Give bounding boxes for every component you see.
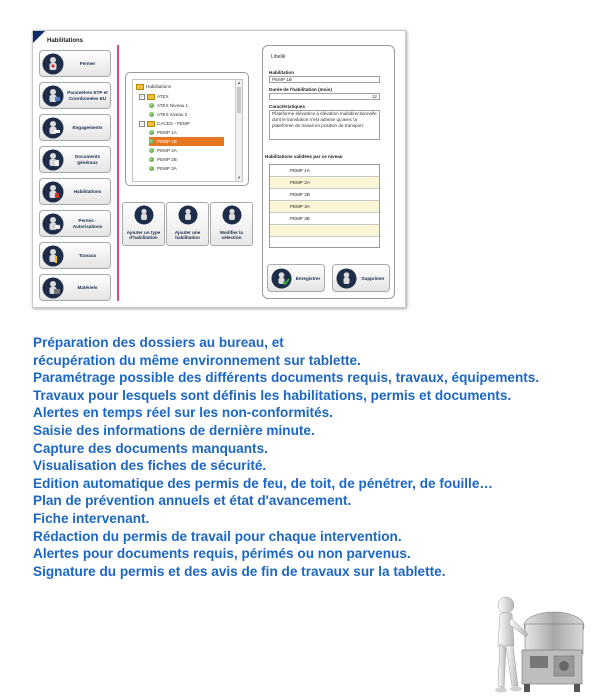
list-item[interactable]: PEMP 3A	[270, 201, 379, 213]
delete-button[interactable]	[332, 264, 390, 292]
expand-icon[interactable]: −	[140, 120, 144, 126]
worker-machine-illustration	[492, 594, 592, 696]
person-icon	[42, 245, 64, 267]
caracteristiques-field[interactable]: Plateforme élévatrice à élévation multidirectionnelle dont le translation n'est admise qu'avec la plateforme de travail en position de transport	[269, 110, 380, 140]
description-line: Paramétrage possible des différents documents requis, travaux, équipements.	[33, 370, 540, 386]
nav-habilitations-button[interactable]	[39, 178, 111, 205]
save-button[interactable]	[267, 264, 325, 292]
person-icon	[42, 85, 64, 107]
description-line: Capture des documents manquants.	[33, 440, 268, 456]
scroll-thumb[interactable]	[237, 87, 241, 113]
action-label: Ajouter un type d'habilitation	[126, 230, 161, 241]
description-line: Signature du permis et des avis de fin de travaux sur la tablette.	[33, 563, 446, 579]
save-label: Enregistrer	[295, 275, 321, 281]
leaf-icon	[149, 157, 154, 162]
separator-line	[117, 45, 119, 301]
description-line: Visualisation des fiches de sécurité.	[33, 458, 267, 474]
description-line: Alertes en temps réel sur les non-conformités.	[33, 405, 333, 421]
detail-title: Libellé	[271, 54, 286, 60]
list-item[interactable]: PEMP 2A	[270, 177, 379, 189]
nav-engagements-button[interactable]	[39, 114, 111, 141]
tree-item[interactable]: ATEX niveau 2	[149, 110, 187, 119]
person-icon	[336, 268, 357, 289]
leaf-icon	[149, 166, 154, 171]
habilitations-tree[interactable]	[132, 79, 243, 182]
person-icon	[178, 205, 198, 225]
caracteristiques-label: Caractéristiques	[269, 104, 306, 109]
add-habilitation-button[interactable]	[166, 202, 209, 246]
tree-item[interactable]: PEMP 3A	[149, 164, 177, 173]
nav-label: Documents généraux	[74, 154, 100, 165]
habilitation-field[interactable]: PEMP 1B	[269, 76, 380, 83]
description-line: Travaux pour lesquels sont définis les habilitations, permis et documents.	[33, 387, 512, 403]
list-item-empty[interactable]	[270, 225, 379, 237]
nav-materiels-button[interactable]	[39, 274, 111, 301]
list-item[interactable]: PEMP 2B	[270, 189, 379, 201]
list-item[interactable]: PEMP 3B	[270, 213, 379, 225]
person-icon	[222, 205, 242, 225]
validees-label: Habilitations validées par ce niveau	[265, 154, 343, 159]
tree-item[interactable]: − CACES - PEMP	[140, 120, 190, 126]
description-line: Edition automatique des permis de feu, de toit, de pénétrer, de fouille…	[33, 475, 493, 491]
tree-panel	[125, 72, 249, 186]
action-label: Modifier la sélection	[220, 230, 243, 241]
tree-item[interactable]: ATEX Niveau 1	[149, 101, 188, 110]
person-icon	[134, 205, 154, 225]
description-line: Préparation des dossiers au bureau, et	[33, 335, 284, 350]
person-icon	[42, 53, 64, 75]
tree-item[interactable]: PEMP 1A	[149, 128, 177, 137]
description-line: Alertes pour documents requis, périmés ou non parvenus.	[33, 546, 411, 562]
duree-label: Durée de l'habilitation (mois)	[269, 87, 332, 92]
description-line: Saisie des informations de dernière minute.	[33, 422, 315, 438]
description-line: Rédaction du permis de travail pour chaque intervention.	[33, 528, 402, 544]
window-title: Habilitations	[47, 38, 84, 44]
nav-label: Permis - Autorisations	[72, 218, 103, 229]
nav-documents-button[interactable]	[39, 146, 111, 173]
tree-root[interactable]: Habilitations	[136, 82, 171, 91]
nav-label: Fermer	[79, 60, 96, 66]
leaf-icon	[149, 139, 154, 144]
leaf-icon	[149, 148, 154, 153]
description-line: Plan de prévention annuels et état d'avancement.	[33, 493, 352, 509]
tree-item[interactable]: − ATEX	[140, 93, 169, 99]
list-item[interactable]: PEMP 1A	[270, 165, 379, 177]
nav-travaux-button[interactable]	[39, 242, 111, 269]
nav-parametres-button[interactable]	[39, 82, 111, 109]
action-label: Ajouter une habilitation	[174, 230, 201, 241]
nav-permis-button[interactable]	[39, 210, 111, 237]
detail-panel	[262, 45, 395, 299]
feature-description	[33, 334, 600, 580]
description-line: Fiche intervenant.	[33, 510, 150, 526]
corner-accent	[33, 31, 45, 43]
leaf-icon	[149, 103, 154, 108]
person-icon	[42, 213, 64, 235]
nav-label: Travaux	[78, 252, 97, 258]
person-icon	[42, 277, 64, 299]
duree-field[interactable]: 12	[269, 93, 380, 100]
person-icon	[42, 117, 64, 139]
person-icon	[42, 149, 64, 171]
nav-label: Matériels	[77, 284, 98, 290]
scroll-down-icon[interactable]: ▼	[237, 175, 241, 180]
folder-icon	[136, 84, 144, 90]
modify-selection-button[interactable]	[210, 202, 253, 246]
description-line: récupération du même environnement sur tablette.	[33, 352, 361, 368]
habilitation-label: Habilitation	[269, 70, 295, 75]
tree-scrollbar[interactable]	[235, 80, 242, 181]
leaf-icon	[149, 130, 154, 135]
close-button[interactable]	[39, 50, 111, 77]
scroll-up-icon[interactable]: ▲	[237, 80, 241, 85]
leaf-icon	[149, 112, 154, 117]
folder-icon	[147, 121, 155, 127]
application-window	[32, 30, 406, 308]
tree-item[interactable]: PEMP 2B	[149, 155, 177, 164]
expand-icon[interactable]: −	[140, 93, 144, 99]
add-type-habilitation-button[interactable]	[122, 202, 165, 246]
validees-list[interactable]	[269, 164, 380, 248]
nav-label: Engagements	[72, 124, 103, 130]
folder-icon	[147, 94, 155, 100]
nav-label: Habilitations	[73, 188, 102, 194]
person-icon	[271, 268, 292, 289]
tree-item[interactable]: PEMP 2A	[149, 146, 177, 155]
delete-label: Supprimer	[361, 275, 385, 281]
tree-item-selected[interactable]: PEMP 1B	[149, 137, 224, 146]
nav-label: Paramètres ETP et Coordonnées EU	[67, 90, 108, 101]
person-icon	[42, 181, 64, 203]
